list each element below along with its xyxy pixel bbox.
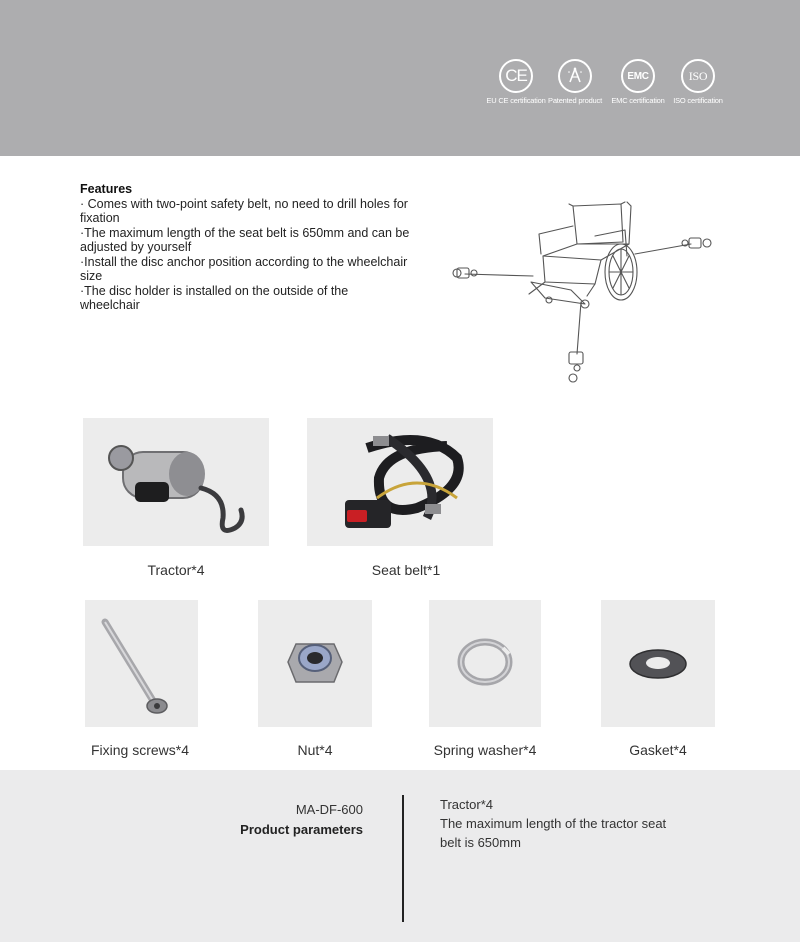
spec-line: The maximum length of the tractor seat belt is 650mm [440,816,667,850]
cert-label: Patented product [548,96,602,105]
cert-label: EU CE certification [486,96,546,105]
tractor-hook-image [83,418,269,546]
product-spec [440,795,680,852]
seat-belt-image [307,418,493,546]
feature-item: ·The disc holder is installed on the outside of the wheelchair [80,283,349,312]
product-parameters-title: Product parameters [240,822,363,837]
part-label-nut: Nut*4 [297,742,333,758]
feature-item: ·The maximum length of the seat belt is 650mm and can be adjusted by yourself [80,225,410,254]
cert-label: ISO certification [673,96,723,105]
spec-line: Tractor*4 [440,797,493,812]
wheelchair-diagram [445,196,725,388]
iso-icon: ISO [681,59,715,93]
feature-item: ·Install the disc anchor position according to the wheelchair size [80,254,408,283]
spring-washer-image [429,600,541,727]
header-band [0,0,800,156]
divider [402,795,404,922]
features-section [80,182,410,313]
gasket-image [601,600,715,727]
footer-band [0,770,800,942]
emc-icon: EMC [621,59,655,93]
ce-mark-icon: CE [499,59,533,93]
screw-image [85,600,198,727]
part-label-gasket: Gasket*4 [629,742,687,758]
patent-icon [558,59,592,93]
iso-certification [663,59,733,105]
feature-item: · Comes with two-point safety belt, no need to drill holes for fixation [80,196,408,225]
part-label-tractor: Tractor*4 [147,562,205,578]
patent-certification [540,59,610,105]
features-title: Features [80,182,133,196]
cert-label: EMC certification [611,96,665,105]
part-label-screws: Fixing screws*4 [90,742,190,758]
product-model: MA-DF-600 [295,802,363,817]
part-label-spring-washer: Spring washer*4 [433,742,537,758]
nut-image [258,600,372,727]
part-label-seat-belt: Seat belt*1 [371,562,441,578]
